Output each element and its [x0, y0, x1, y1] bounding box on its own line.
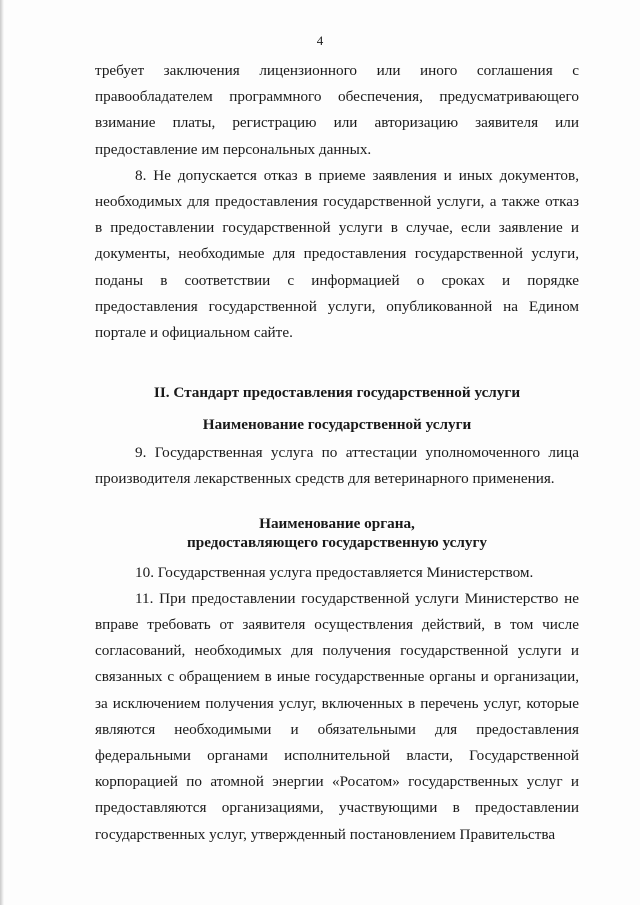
- subheading-providing-body-line-2: предоставляющего государственную услугу: [187, 533, 487, 551]
- paragraph-10: 10. Государственная услуга предоставляется Министерством.: [135, 563, 534, 581]
- paragraph-8: 8. Не допускается отказ в приеме заявления и иных документов, необходимых для предоставления государственной услуги, а также отказ в предоставлении государственной услуги в случае, если заявление и документы, необходимые для предоставления государственной услуги, поданы в соответствии с информацией о сроках и порядке предоставления государственной услуги, опубликованной на Едином портале и официальном сайте.: [95, 166, 579, 342]
- scan-edge-shadow: [0, 0, 4, 905]
- page-number: 4: [316, 33, 324, 48]
- paragraph-9: 9. Государственная услуга по аттестации уполномоченного лица производителя лекарственных средств для ветеринарного применения.: [95, 444, 579, 488]
- subheading-providing-body-line-1: Наименование органа,: [259, 514, 415, 532]
- paragraph-11: 11. При предоставлении государственной услуги Министерство не вправе требовать от заявителя осуществления действий, в том числе согласований, необходимых для получения государственной услуги и связанных с обращением в иные государственные органы и организации, за исключением получения услуг, включенных в перечень услуг, которые являются необходимыми и обязательными для предоставления федеральными органами исполнительной власти, Государственной корпорацией по атомной энергии «Росатом» государственных услуг и предоставляются организациями, участвующими в предоставлении государственных услуг, утвержденный постановлением Правительства: [95, 589, 579, 843]
- section-title: II. Стандарт предоставления государственной услуги: [153, 384, 521, 402]
- document-body: [95, 58, 579, 848]
- paragraph-continued: требует заключения лицензионного или иного соглашения с правообладателем программного обеспечения, предусматривающего взимание платы, регистрацию или авторизацию заявителя или предоставление им персональных данных.: [95, 62, 579, 158]
- subheading-providing-body: [95, 514, 579, 552]
- subheading-service-name: Наименование государственной услуги: [202, 416, 472, 434]
